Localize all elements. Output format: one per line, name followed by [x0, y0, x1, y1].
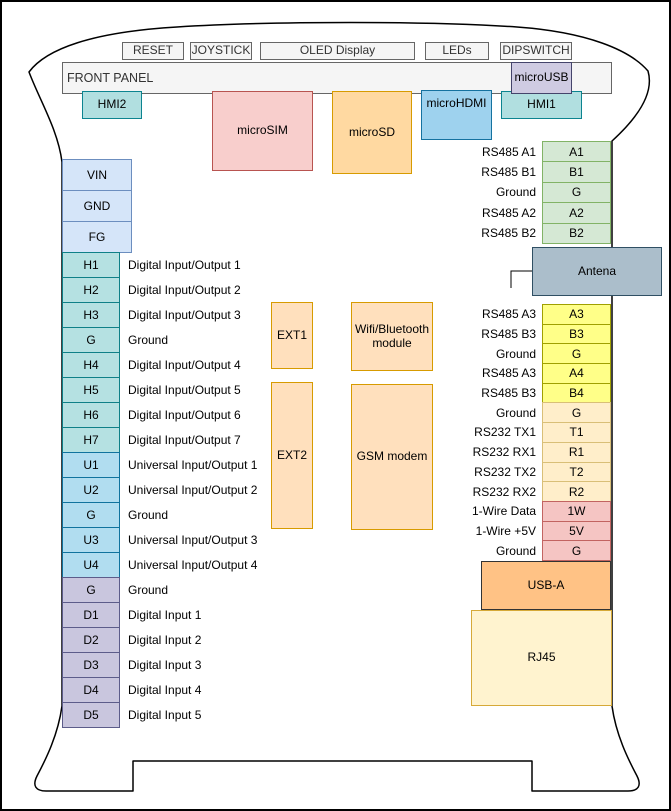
pin-box: T2 [542, 462, 611, 483]
left-pin-row [62, 302, 257, 328]
pin-box: G [62, 502, 120, 528]
pin-box: A2 [542, 202, 611, 223]
leds-label: LEDs [425, 42, 489, 60]
pin-box: H4 [62, 352, 120, 378]
pin-box: R2 [542, 481, 611, 502]
left-pin-row [62, 702, 257, 728]
pin-box: R1 [542, 442, 611, 463]
pin-description: Digital Input 4 [128, 683, 202, 697]
pin-box: 1W [542, 501, 611, 522]
left-pin-row [62, 377, 257, 403]
pin-box: A3 [542, 304, 611, 325]
right-pin-row [382, 223, 611, 244]
pin-box: D1 [62, 602, 120, 628]
pin-description: Digital Input/Output 6 [128, 408, 241, 422]
pin-description: Ground [495, 185, 536, 200]
pin-box: H2 [62, 277, 120, 303]
wifi-bluetooth-module: Wifi/Bluetooth module [351, 302, 433, 371]
pin-box: U4 [62, 552, 120, 578]
left-pin-row [62, 602, 257, 628]
pin-box: G [542, 402, 611, 423]
hmi2-port: HMI2 [82, 91, 142, 119]
left-pin-row [62, 277, 257, 303]
pin-description: RS485 B3 [481, 327, 536, 342]
left-pin-row [62, 252, 257, 278]
pin-box: B3 [542, 324, 611, 345]
pin-description: Digital Input/Output 4 [128, 358, 241, 372]
pin-box: H5 [62, 377, 120, 403]
pin-box: U3 [62, 527, 120, 553]
right-pin-row [382, 202, 611, 223]
pin-box: T1 [542, 422, 611, 443]
pin-description: Digital Input/Output 5 [128, 383, 241, 397]
left-pin-row [62, 577, 257, 603]
pin-box: B4 [542, 383, 611, 404]
rj45-port: RJ45 [471, 610, 612, 706]
pin-description: RS232 RX2 [472, 484, 536, 499]
pin-box: G [542, 540, 611, 561]
pin-description: RS232 TX2 [474, 464, 536, 479]
left-pin-row [62, 502, 257, 528]
right-pin-row [382, 182, 611, 203]
antenna-module: Antena [532, 247, 662, 296]
pin-description: RS232 RX1 [472, 445, 536, 460]
pin-description: Ground [128, 508, 169, 522]
pin-box: A4 [542, 363, 611, 384]
pin-description: Digital Input/Output 7 [128, 433, 241, 447]
pin-box: H7 [62, 427, 120, 453]
right-pin-row [382, 141, 611, 162]
rs485-green-pin-column [382, 141, 611, 244]
pin-box: G [542, 343, 611, 364]
left-pin-row [62, 627, 257, 653]
pin-description: Digital Input 3 [128, 658, 202, 672]
micro-sd-slot: microSD [332, 91, 412, 174]
pin-description: Universal Input/Output 1 [128, 458, 258, 472]
pin-box: B2 [542, 223, 611, 244]
joystick-label: JOYSTICK [190, 42, 252, 60]
pin-box: U1 [62, 452, 120, 478]
usb-a-port: USB-A [481, 561, 611, 610]
pin-description: RS485 A3 [481, 366, 536, 381]
pin-description: RS485 A2 [481, 205, 536, 220]
pin-box: A1 [542, 141, 611, 162]
dipswitch-label: DIPSWITCH [500, 42, 572, 60]
pin-description: Digital Input/Output 3 [128, 308, 241, 322]
pin-description: Digital Input 5 [128, 708, 202, 722]
reset-button-label: RESET [122, 42, 184, 60]
pin-description: Digital Input 1 [128, 608, 202, 622]
ext2-module: EXT2 [271, 382, 313, 529]
pin-description: Digital Input/Output 2 [128, 283, 241, 297]
ext1-module: EXT1 [271, 302, 313, 369]
pin-description: RS485 B3 [481, 386, 536, 401]
power-pin-row [62, 190, 132, 222]
pin-box: D3 [62, 652, 120, 678]
pin-description: Ground [128, 583, 169, 597]
pin-description: Digital Input 2 [128, 633, 202, 647]
left-pin-row [62, 652, 257, 678]
power-pin-row [62, 159, 132, 191]
micro-sim-slot: microSIM [212, 91, 313, 171]
pin-description: RS485 A3 [481, 307, 536, 322]
right-pin-row [382, 540, 611, 561]
pin-box: D2 [62, 627, 120, 653]
pin-box: 5V [542, 521, 611, 542]
pin-box: H3 [62, 302, 120, 328]
pin-description: Ground [128, 333, 169, 347]
pin-box: G [62, 577, 120, 603]
micro-usb-port: microUSB [511, 62, 572, 94]
pin-description: RS232 TX1 [474, 425, 536, 440]
left-pin-row [62, 327, 257, 353]
pin-description: 1-Wire Data [471, 504, 536, 519]
pin-box: G [542, 182, 611, 203]
micro-hdmi-port: microHDMI [421, 90, 492, 140]
pin-box: H1 [62, 252, 120, 278]
pin-box: B1 [542, 161, 611, 182]
left-pin-row [62, 352, 257, 378]
left-pin-row [62, 452, 257, 478]
gsm-modem-module: GSM modem [351, 384, 433, 530]
pin-description: RS485 A1 [481, 144, 536, 159]
pin-box: H6 [62, 402, 120, 428]
front-panel-bar: FRONT PANEL [62, 62, 612, 94]
pin-description: Universal Input/Output 4 [128, 558, 258, 572]
pin-box: U2 [62, 477, 120, 503]
right-pin-row [382, 161, 611, 182]
oled-display-label: OLED Display [260, 42, 415, 60]
pin-description: RS485 B2 [481, 226, 536, 241]
pin-description: Digital Input/Output 1 [128, 258, 241, 272]
pin-box: D5 [62, 702, 120, 728]
pin-box-vin: VIN [62, 159, 132, 191]
pin-description: 1-Wire +5V [475, 523, 536, 538]
left-pin-row [62, 677, 257, 703]
left-pin-row [62, 552, 257, 578]
pin-description: Ground [495, 543, 536, 558]
pin-box: D4 [62, 677, 120, 703]
pin-description: Ground [495, 346, 536, 361]
left-pin-row [62, 427, 257, 453]
pin-description: Universal Input/Output 2 [128, 483, 258, 497]
left-pin-column [62, 252, 257, 728]
pin-description: Ground [495, 405, 536, 420]
power-pin-row [62, 221, 132, 253]
hmi1-port: HMI1 [501, 91, 582, 119]
pin-box-fg: FG [62, 221, 132, 253]
pin-description: RS485 B1 [481, 165, 536, 180]
left-pin-row [62, 527, 257, 553]
power-pin-column [62, 159, 132, 253]
pin-box: G [62, 327, 120, 353]
pin-description: Universal Input/Output 3 [128, 533, 258, 547]
left-pin-row [62, 477, 257, 503]
left-pin-row [62, 402, 257, 428]
pin-box-gnd: GND [62, 190, 132, 222]
